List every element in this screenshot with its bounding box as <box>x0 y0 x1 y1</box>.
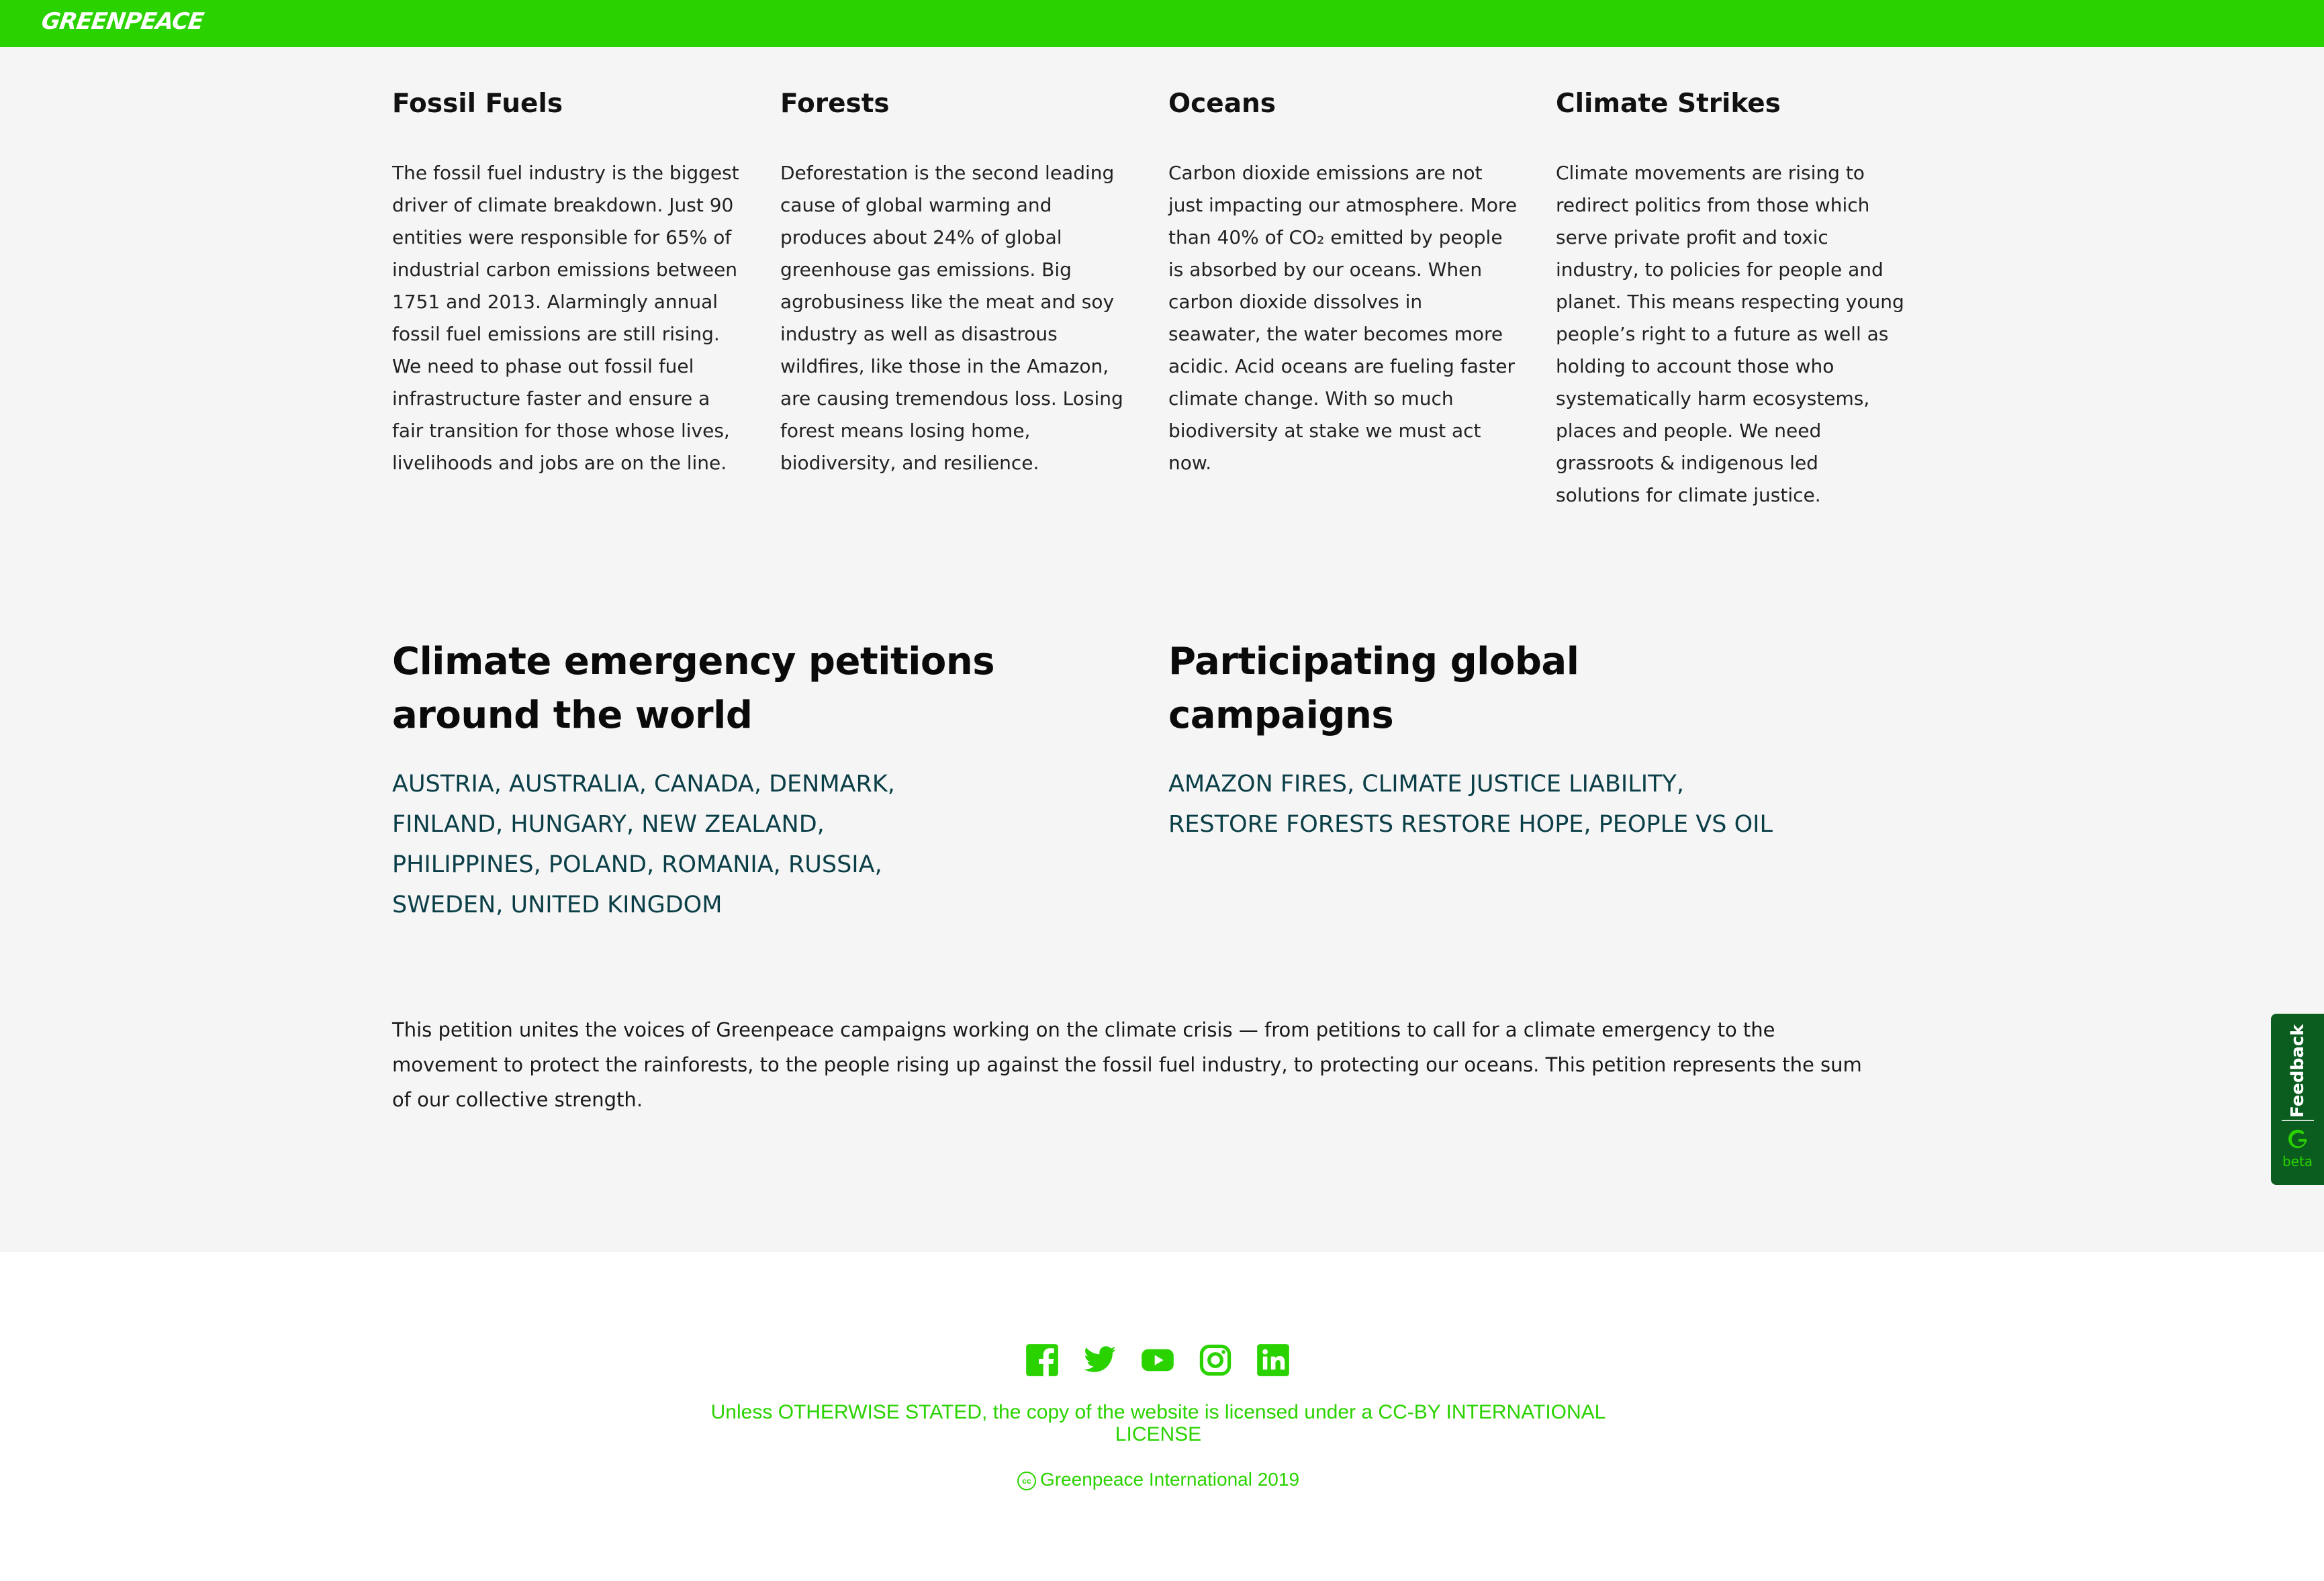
feedback-label: Feedback <box>2288 1024 2308 1118</box>
country-link-new-zealand[interactable]: NEW ZEALAND <box>641 811 817 838</box>
feedback-divider <box>2282 1120 2314 1121</box>
country-link-poland[interactable]: POLAND <box>548 851 647 878</box>
youtube-icon[interactable] <box>1140 1343 1175 1378</box>
country-link-united-kingdom[interactable]: UNITED KINGDOM <box>510 892 723 918</box>
topic-body: Carbon dioxide emissions are not just impacting our atmosphere. More than 40% of CO₂ emitted by people is absorbed by our oceans. When carbon dioxide dissolves in seawater, the water becomes more acidic. Acid oceans are fueling faster climate change. With so much biodiversity at stake we must act now. <box>1168 162 1518 474</box>
campaign-link-people-vs-oil[interactable]: PEOPLE VS OIL <box>1598 811 1773 838</box>
creative-commons-icon: cc <box>1017 1472 1036 1490</box>
linkedin-icon[interactable] <box>1256 1343 1291 1378</box>
country-petition-links: AUSTRIA, AUSTRALIA, CANADA, DENMARK, FINLAND, HUNGARY, NEW ZEALAND, PHILIPPINES, POLAND, ROMANIA, RUSSIA, SWEDEN, UNITED KINGDOM <box>392 771 895 918</box>
topic-fossil-fuels <box>392 87 741 479</box>
country-link-russia[interactable]: RUSSIA <box>788 851 875 878</box>
topic-climate-strikes <box>1556 87 1905 512</box>
topic-title: Oceans <box>1168 89 1276 119</box>
campaign-link-climate-justice-liability[interactable]: CLIMATE JUSTICE LIABILITY <box>1362 771 1677 798</box>
topic-title: Climate Strikes <box>1556 89 1781 119</box>
petitions-title <box>392 635 1064 742</box>
country-link-canada[interactable]: CANADA <box>654 771 754 798</box>
license-prefix: Unless <box>710 1401 778 1423</box>
campaigns-title <box>1168 635 1706 742</box>
petitions-title-line1: Climate emergency petitions <box>392 640 995 683</box>
topic-body: Climate movements are rising to redirect politics from those which serve private profit and toxic industry, to policies for people and planet. This means respecting young people’s right to a future as well as holding to account those who systematically harm ecosystems, places and people. We need grassroots & indigenous led solutions for climate justice. <box>1556 162 1904 506</box>
topic-body: The fossil fuel industry is the biggest driver of climate breakdown. Just 90 entities were responsible for 65% of industrial carbon emissions between 1751 and 2013. Alarmingly annual fossil fuel emissions are still rising. We need to phase out fossil fuel infrastructure faster and ensure a fair transition for those whose lives, livelihoods and jobs are on the line. <box>392 162 739 474</box>
petition-summary: This petition unites the voices of Greenpeace campaigns working on the climate crisis — from petitions to call for a climate emergency to the movement to protect the rainforests, to the people rising up against the fossil fuel industry, to protecting our oceans. This petition represents the sum of our collective strength. <box>392 1018 1862 1111</box>
country-link-philippines[interactable]: PHILIPPINES <box>392 851 534 878</box>
facebook-icon[interactable] <box>1025 1343 1060 1378</box>
campaigns-title-line2: campaigns <box>1168 693 1394 737</box>
cc-by-license-link[interactable]: CC-BY INTERNATIONAL LICENSE <box>1115 1401 1606 1445</box>
campaigns-title-line1: Participating global <box>1168 640 1579 683</box>
campaign-links: AMAZON FIRES, CLIMATE JUSTICE LIABILITY, RESTORE FORESTS RESTORE HOPE, PEOPLE VS OIL <box>1168 771 1773 838</box>
instagram-icon[interactable] <box>1198 1343 1233 1378</box>
country-link-finland[interactable]: FINLAND <box>392 811 496 838</box>
topic-title: Forests <box>780 89 890 119</box>
beta-label: beta <box>2282 1153 2313 1169</box>
petitions-title-line2: around the world <box>392 693 753 737</box>
topic-oceans <box>1168 87 1518 479</box>
twitter-icon[interactable] <box>1082 1343 1117 1378</box>
country-link-denmark[interactable]: DENMARK <box>769 771 888 798</box>
feedback-tab[interactable] <box>2271 1014 2324 1185</box>
top-nav-bar <box>0 0 2324 47</box>
topic-title: Fossil Fuels <box>392 89 563 119</box>
country-link-hungary[interactable]: HUNGARY <box>510 811 626 838</box>
license-middle: , the copy of the website is licensed under a <box>982 1401 1379 1423</box>
social-links <box>1025 1343 1291 1378</box>
greenpeace-logo[interactable]: GREENPEACE <box>40 8 205 35</box>
country-link-sweden[interactable]: SWEDEN <box>392 892 496 918</box>
topic-body: Deforestation is the second leading cause of global warming and produces about 24% of global greenhouse gas emissions. Big agrobusiness like the meat and soy industry as well as disastrous wildfires, like those in the Amazon, are causing tremendous loss. Losing forest means losing home, biodiversity, and resilience. <box>780 162 1123 474</box>
otherwise-stated-link[interactable]: OTHERWISE STATED <box>778 1401 982 1423</box>
country-link-australia[interactable]: AUSTRALIA <box>509 771 639 798</box>
topic-forests <box>780 87 1129 479</box>
campaign-link-restore-forests[interactable]: RESTORE FORESTS RESTORE HOPE <box>1168 811 1584 838</box>
country-link-austria[interactable]: AUSTRIA <box>392 771 494 798</box>
copyright-text: Greenpeace International 2019 <box>1039 1469 1300 1490</box>
license-notice <box>671 1401 1645 1445</box>
copyright <box>806 1468 1511 1492</box>
campaign-link-amazon-fires[interactable]: AMAZON FIRES <box>1168 771 1348 798</box>
country-link-romania[interactable]: ROMANIA <box>661 851 774 878</box>
greenpeace-g-icon <box>2288 1129 2309 1151</box>
